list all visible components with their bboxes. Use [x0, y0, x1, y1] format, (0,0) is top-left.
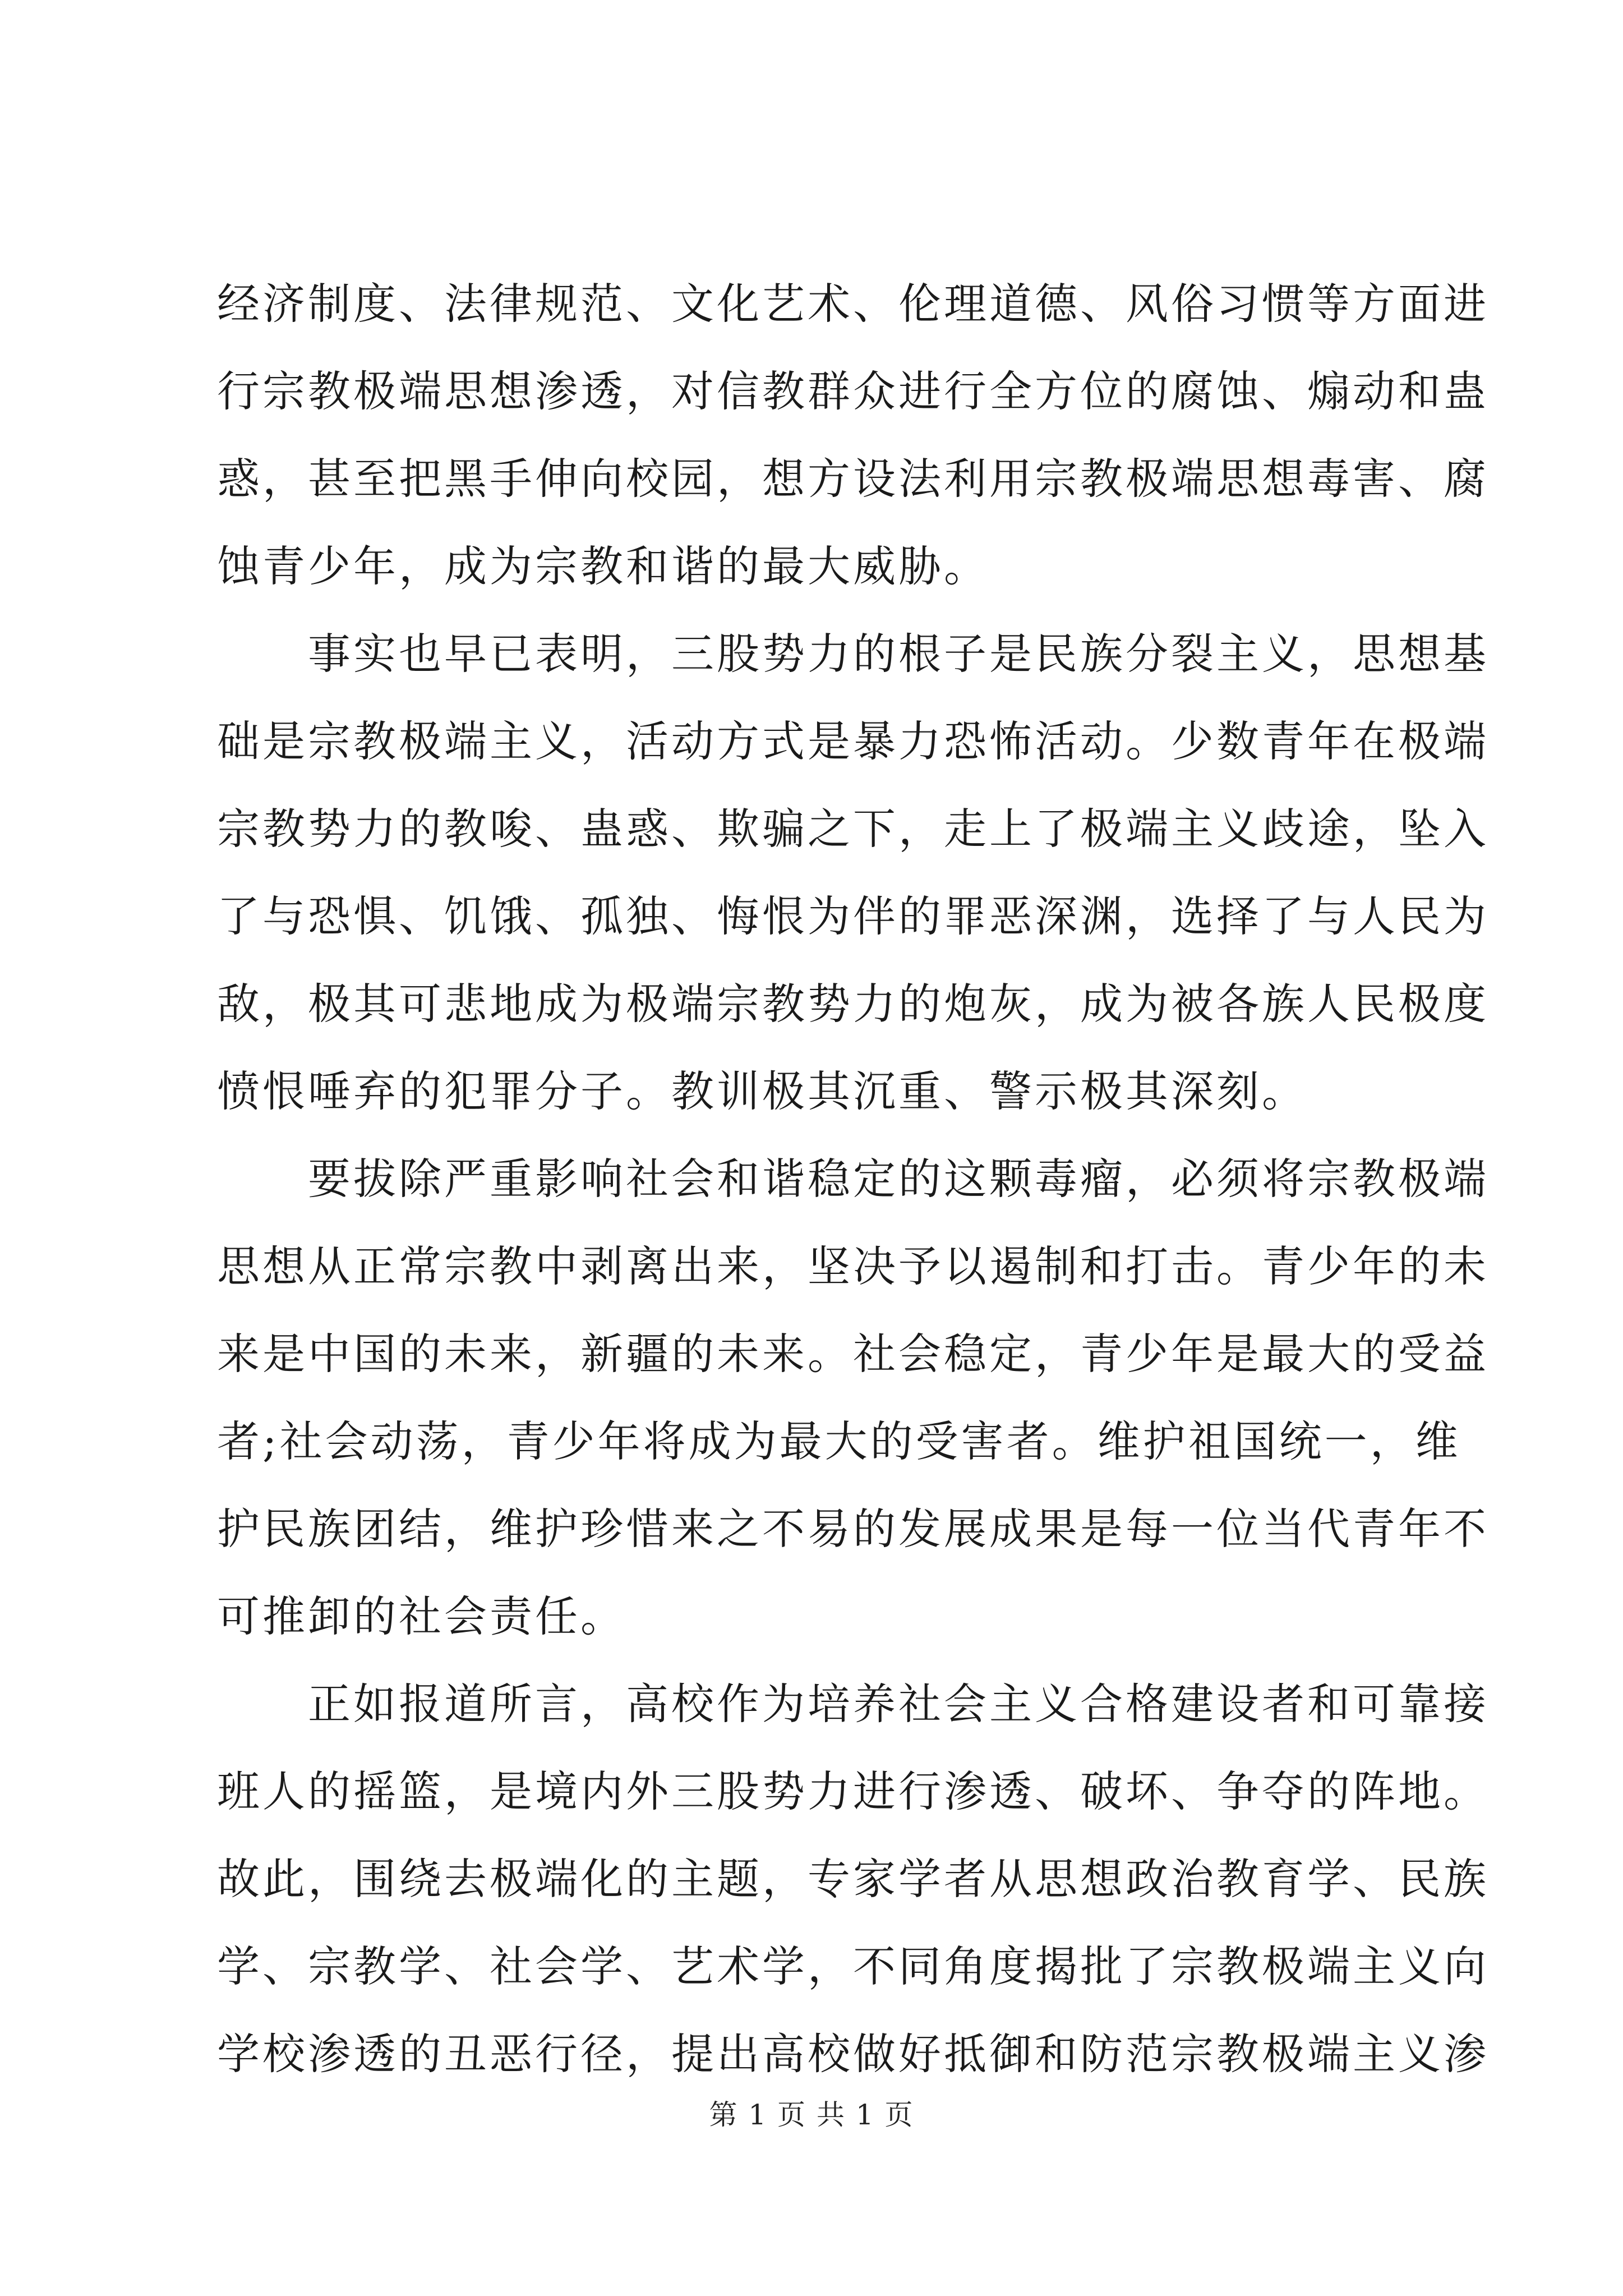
paragraph-2: [217, 610, 1489, 1135]
text-line: 可推卸的社会责任。: [217, 1591, 626, 1641]
text-line: 惑，甚至把黑手伸向校园，想方设法利用宗教极端思想毒害、腐: [217, 454, 1489, 504]
text-line: 要拔除严重影响社会和谐稳定的这颗毒瘤，必须将宗教极端: [308, 1154, 1489, 1204]
text-line: 础是宗教极端主义，活动方式是暴力恐怖活动。少数青年在极端: [217, 716, 1489, 766]
text-line: 蚀青少年，成为宗教和谐的最大威胁。: [217, 541, 989, 591]
text-line: 班人的摇篮，是境内外三股势力进行渗透、破坏、争夺的阵地。: [217, 1766, 1489, 1816]
page-footer: [0, 2095, 1623, 2134]
text-line: 者;社会动荡，青少年将成为最大的受害者。维护祖国统一，维: [217, 1416, 1461, 1466]
text-line: 愤恨唾弃的犯罪分子。教训极其沉重、警示极其深刻。: [217, 1066, 1307, 1116]
text-line: 护民族团结，维护珍惜来之不易的发展成果是每一位当代青年不: [217, 1504, 1489, 1554]
paragraph-4: [217, 1660, 1489, 2098]
text-line: 正如报道所言，高校作为培养社会主义合格建设者和可靠接: [308, 1679, 1489, 1729]
text-line: 事实也早已表明，三股势力的根子是民族分裂主义，思想基: [308, 629, 1489, 679]
text-line: 故此，围绕去极端化的主题，专家学者从思想政治教育学、民族: [217, 1854, 1489, 1904]
text-line: 思想从正常宗教中剥离出来，坚决予以遏制和打击。青少年的未: [217, 1241, 1489, 1291]
text-line: 学校渗透的丑恶行径，提出高校做好抵御和防范宗教极端主义渗: [217, 2029, 1489, 2079]
text-line: 来是中国的未来，新疆的未来。社会稳定，青少年是最大的受益: [217, 1329, 1489, 1379]
document-body: [217, 260, 1489, 2098]
text-line: 敌，极其可悲地成为极端宗教势力的炮灰，成为被各族人民极度: [217, 979, 1489, 1029]
text-line: 经济制度、法律规范、文化艺术、伦理道德、风俗习惯等方面进: [217, 279, 1489, 329]
paragraph-1: [217, 260, 1489, 610]
text-line: 了与恐惧、饥饿、孤独、悔恨为伴的罪恶深渊，选择了与人民为: [217, 891, 1489, 941]
text-line: 行宗教极端思想渗透，对信教群众进行全方位的腐蚀、煽动和蛊: [217, 366, 1489, 416]
page-number: 第 1 页 共 1 页: [709, 2099, 914, 2131]
paragraph-3: [217, 1135, 1489, 1660]
text-line: 学、宗教学、社会学、艺术学，不同角度揭批了宗教极端主义向: [217, 1941, 1489, 1991]
text-line: 宗教势力的教唆、蛊惑、欺骗之下，走上了极端主义歧途，坠入: [217, 804, 1489, 854]
